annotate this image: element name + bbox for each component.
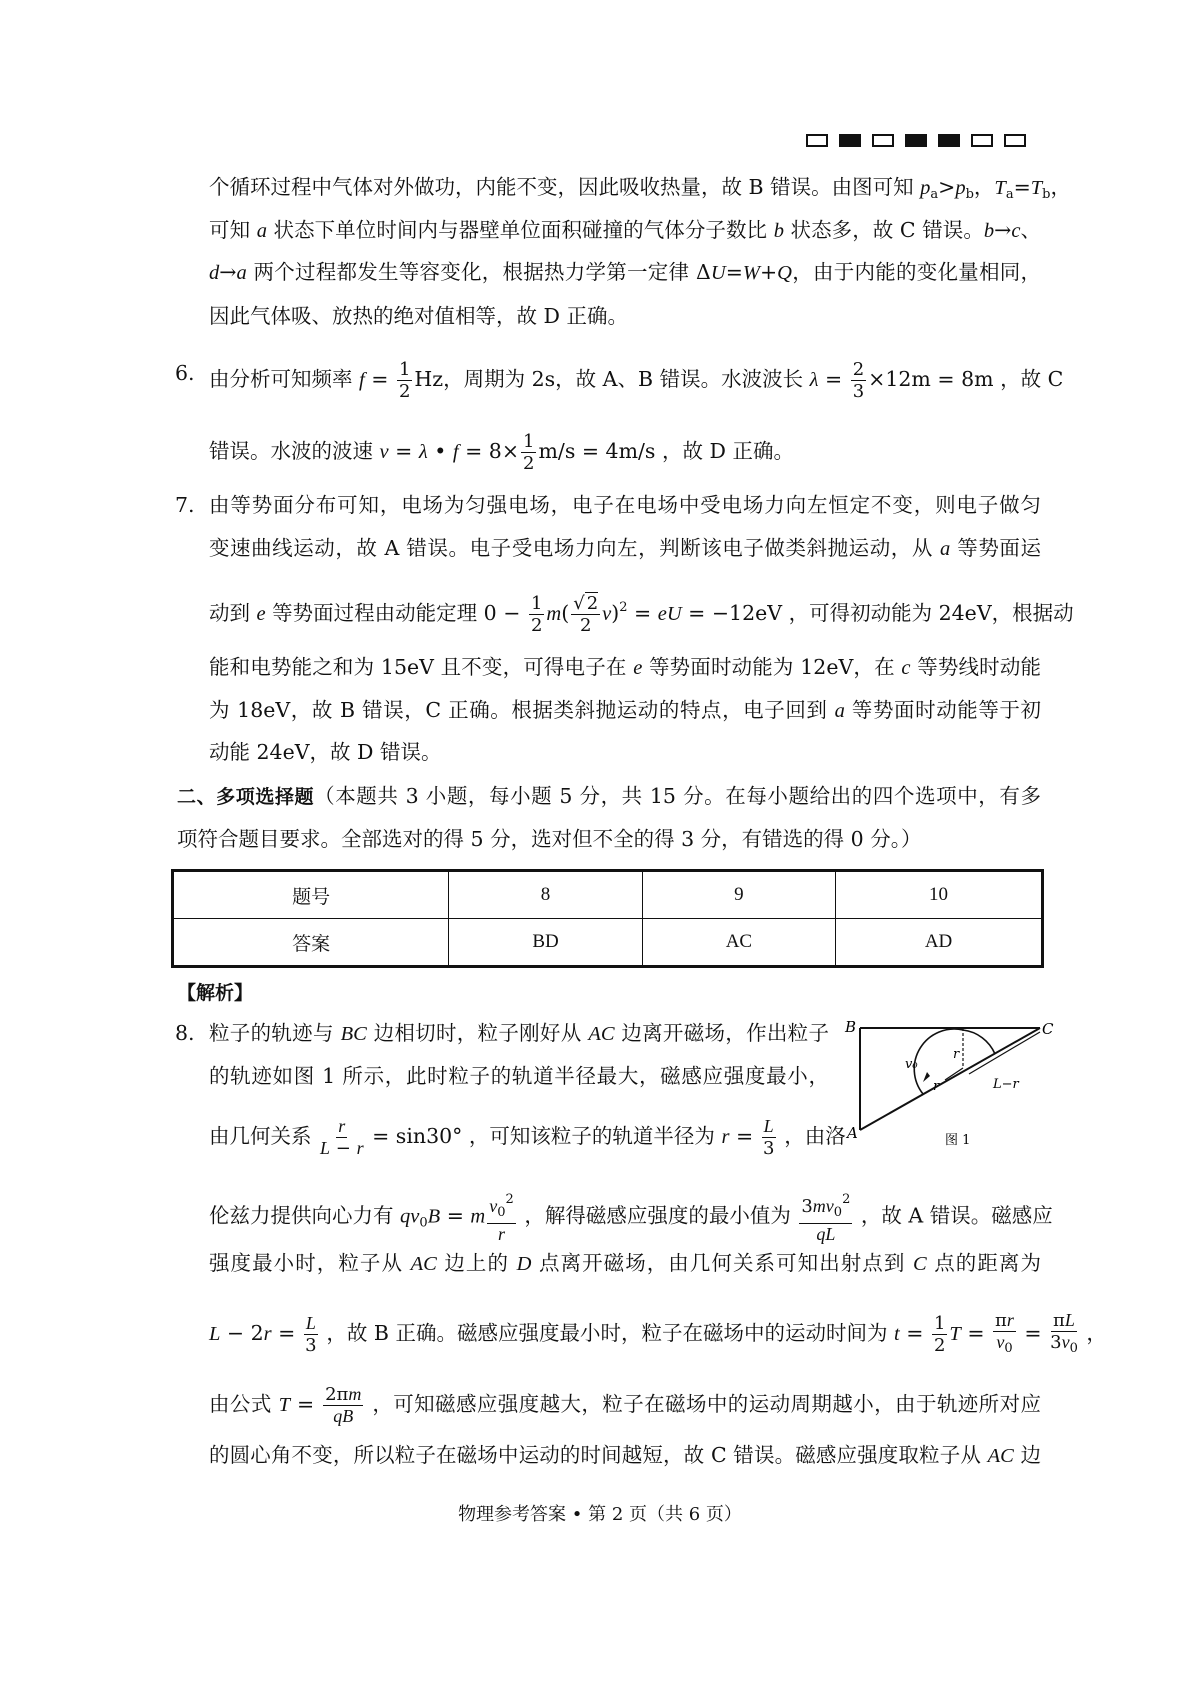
fraction [304, 1313, 318, 1356]
text-run: 2 [530, 615, 543, 636]
denominator [763, 1138, 774, 1159]
denominator [305, 1335, 316, 1356]
text-run: → [219, 260, 237, 284]
math-variable: c [1011, 220, 1021, 242]
table-cell: 9 [642, 871, 835, 919]
math-variable: mv [812, 1196, 834, 1216]
math-variable: e [633, 657, 643, 679]
text-run: 、 [1020, 218, 1042, 242]
text-run: 2π [325, 1384, 349, 1405]
marker-square-empty [806, 134, 828, 147]
label-a: A [847, 1124, 858, 1142]
text-run: 由分析可知频率 [209, 367, 360, 391]
text-run: → [994, 218, 1012, 242]
fraction [529, 593, 544, 636]
square-root: √ 2 [573, 593, 599, 614]
fraction [323, 1384, 363, 1427]
text-run: = [627, 601, 658, 625]
answer-table [171, 869, 1044, 968]
math-variable: D [516, 1253, 532, 1275]
figure-caption: 图 1 [945, 1133, 971, 1148]
denominator [1050, 1332, 1078, 1359]
text-run: 2 [579, 615, 592, 636]
table-cell: 10 [836, 871, 1043, 919]
numerator [932, 1313, 947, 1335]
text-run: = [899, 1321, 930, 1345]
table-row [173, 919, 1043, 967]
numerator [1051, 1310, 1077, 1332]
math-variable: AC [410, 1253, 437, 1275]
text-run: 1 [398, 359, 411, 380]
marker-square-filled [905, 134, 927, 147]
table-cell: 8 [449, 871, 642, 919]
math-variable: L [320, 1138, 331, 1158]
text-line [209, 653, 1041, 682]
math-variable: p [920, 177, 931, 199]
math-variable: BC [340, 1023, 367, 1045]
math-variable: r [356, 1138, 364, 1158]
math-variable: qv [400, 1205, 420, 1228]
text-run: = 8× [458, 439, 520, 463]
numerator [304, 1313, 318, 1335]
math-variable: c [901, 657, 911, 679]
fraction [571, 593, 600, 636]
math-variable: T [949, 1323, 961, 1345]
marker-square-empty [971, 134, 993, 147]
text-line [209, 491, 1041, 519]
text-run: 2 [933, 1335, 946, 1356]
text-line [209, 534, 1041, 563]
math-variable: L [763, 1116, 774, 1136]
text-run: − 2 [220, 1321, 264, 1345]
text-run: 1 [933, 1313, 946, 1334]
text-run: 1 [530, 593, 543, 614]
math-variable: v [489, 1196, 498, 1216]
text-run: 3 [801, 1196, 813, 1217]
text-run: 边离开磁场，作出粒子 [614, 1021, 829, 1045]
math-variable: AC [588, 1023, 615, 1045]
math-variable: m [546, 603, 562, 625]
math-variable: r [263, 1323, 272, 1345]
math-variable: T [278, 1394, 291, 1416]
text-run: 点的距离为 [926, 1251, 1041, 1275]
text-run: 点离开磁场，由几何关系可知出射点到 [531, 1251, 913, 1275]
subscript: 0 [833, 1205, 843, 1220]
numerator [521, 431, 536, 453]
math-variable: eU [657, 603, 682, 625]
superscript: 2 [505, 1192, 514, 1207]
text-run: 等势面过程由动能定理 0 − [265, 601, 527, 625]
math-variable: v [1061, 1332, 1070, 1352]
text-run: > [938, 175, 956, 199]
math-variable: r [498, 1224, 506, 1244]
text-line [209, 1249, 1041, 1278]
math-variable: a [236, 262, 247, 284]
math-variable: qL [816, 1224, 836, 1244]
text-run: ， [1079, 1321, 1107, 1345]
text-line [209, 1310, 1107, 1359]
text-run: m/s = 4m/s ，故 D 正确。 [538, 439, 794, 463]
math-variable: a [939, 538, 951, 560]
text-run: 状态下单位时间内与器壁单位面积碰撞的气体分子数比 [266, 218, 774, 242]
analysis-label: 【解析】 [177, 982, 254, 1004]
text-line [209, 359, 1064, 402]
table-cell: AD [836, 919, 1043, 967]
text-run: 状态多，故 C 错误。 [783, 218, 984, 242]
text-run: 边上的 [436, 1251, 517, 1275]
denominator [399, 381, 410, 402]
text-run: = −12eV ，可得初动能为 24eV，根据动 [681, 601, 1074, 625]
marker-square-filled [938, 134, 960, 147]
text-run: 强度最小时，粒子从 [209, 1251, 411, 1275]
math-variable: r [721, 1126, 730, 1148]
denominator [320, 1138, 364, 1159]
text-run: 伦兹力提供向心力有 [209, 1203, 401, 1228]
denominator [853, 381, 864, 402]
text-run: 3 [305, 1335, 317, 1356]
text-run: − [330, 1138, 357, 1159]
fraction [993, 1310, 1016, 1359]
text-run: π [995, 1310, 1007, 1331]
text-run: ，故 B 正确。磁感应强度最小时，粒子在磁场中的运动时间为 [319, 1321, 895, 1345]
section-header-line [177, 782, 1041, 811]
numerator [571, 593, 600, 615]
math-variable: b [983, 220, 995, 242]
math-variable: L [305, 1313, 316, 1333]
math-variable: W [742, 262, 760, 284]
math-variable: AC [987, 1445, 1014, 1467]
page-footer: 物理参考答案 • 第 2 页（共 6 页） [458, 1504, 742, 1525]
fraction [397, 359, 412, 402]
math-variable: T [1030, 177, 1043, 199]
text-line [209, 1189, 1053, 1245]
text-run: 3 [762, 1138, 775, 1159]
text-run: • [427, 439, 453, 463]
label-l-minus-r: L−r [993, 1077, 1019, 1092]
text-run: 1 [523, 431, 535, 452]
fraction [487, 1189, 516, 1245]
text-line [209, 738, 1041, 766]
text-run: 两个过程都发生等容变化，根据热力学第一定律 Δ [246, 260, 711, 284]
math-variable: f [452, 441, 459, 463]
text-run: 能和电势能之和为 15eV 且不变，可得电子在 [209, 655, 634, 679]
text-run: 等势面时动能等于初 [844, 698, 1041, 722]
text-line [209, 1116, 846, 1159]
table-cell: BD [449, 919, 642, 967]
denominator [498, 1224, 505, 1245]
math-variable: b [773, 220, 784, 242]
text-run: 3 [852, 381, 865, 402]
numerator [529, 593, 544, 615]
denominator [523, 453, 534, 474]
denominator [934, 1335, 945, 1356]
l-minus-r-marker [969, 1032, 1040, 1074]
fraction [762, 1116, 776, 1159]
table-row [173, 871, 1043, 919]
math-variable: B [427, 1205, 441, 1228]
text-run: ，故 A 错误。磁感应 [854, 1203, 1053, 1228]
math-variable: v [602, 603, 612, 625]
subscript: 0 [1004, 1341, 1013, 1356]
math-variable: f [359, 369, 365, 391]
text-run: 等势线时动能 [910, 655, 1041, 679]
math-variable: r [338, 1116, 346, 1136]
text-line [209, 1384, 1041, 1427]
text-run: 因此气体吸、放热的绝对值相等，故 D 正确。 [209, 304, 628, 328]
numerator [487, 1189, 516, 1224]
text-run: ×12m = 8m ，故 C [868, 367, 1064, 391]
text-run: 等势面时动能为 12eV，在 [642, 655, 902, 679]
math-variable: m [470, 1205, 486, 1228]
denominator [996, 1332, 1012, 1359]
numerator [323, 1384, 363, 1406]
math-variable: t [894, 1323, 900, 1345]
radicand: 2 [586, 593, 599, 614]
math-variable: m [348, 1384, 362, 1404]
subscript: a [930, 187, 939, 202]
label-v0: v₀ [905, 1057, 918, 1072]
math-variable: v [996, 1332, 1005, 1352]
text-run: = [960, 1321, 992, 1345]
item-number: 7. [175, 493, 195, 517]
text-run: 粒子的轨迹与 [209, 1021, 341, 1045]
fraction [932, 1313, 947, 1356]
text-run: 动能 24eV，故 D 错误。 [209, 740, 442, 764]
text-run: 2 [523, 453, 535, 474]
text-run: ) [611, 601, 620, 625]
figure-1-triangle-diagram [845, 1018, 1054, 1158]
text-run: = [725, 260, 743, 284]
item-number: 6. [175, 361, 195, 385]
text-line [209, 258, 1041, 287]
numerator [762, 1116, 776, 1138]
text-run: 动到 [209, 601, 257, 625]
text-run: ，由洛 [777, 1124, 846, 1148]
label-c: C [1042, 1020, 1054, 1038]
text-run: 错误。水波的波速 [209, 439, 380, 463]
item-number: 8. [175, 1021, 195, 1045]
numerator [336, 1116, 347, 1138]
text-run: 2 [398, 381, 411, 402]
math-variable: v [379, 441, 389, 463]
text-line [209, 216, 1041, 245]
math-variable: e [256, 603, 266, 625]
velocity-arrow-icon [923, 1072, 930, 1082]
text-run: = [1013, 175, 1031, 199]
subscript: b [965, 187, 974, 202]
subscript: 0 [1069, 1341, 1078, 1356]
numerator [993, 1310, 1016, 1332]
table-cell: 答案 [173, 919, 449, 967]
subscript: 0 [419, 1215, 428, 1231]
text-run: 2 [852, 359, 865, 380]
denominator [580, 615, 591, 636]
fraction [320, 1116, 364, 1159]
math-variable: r [1006, 1310, 1014, 1330]
text-run: 变速曲线运动，故 A 错误。电子受电场力向左，判断该电子做类斜抛运动，从 [209, 536, 940, 560]
numerator [851, 359, 866, 381]
superscript: 2 [842, 1192, 851, 1207]
marker-square-empty [1004, 134, 1026, 147]
text-run: 边 [1013, 1443, 1041, 1467]
math-variable: U [710, 262, 726, 284]
text-run: 等势面运 [950, 536, 1041, 560]
text-run: 个循环过程中气体对外做功，内能不变，因此吸收热量，故 B 错误。由图可知 [209, 175, 921, 199]
table-cell: AC [642, 919, 835, 967]
text-run: 由几何关系 [209, 1124, 319, 1148]
text-run: 的圆心角不变，所以粒子在磁场中运动的时间越短，故 C 错误。磁感应强度取粒子从 [209, 1443, 988, 1467]
text-line [209, 431, 1041, 474]
text-line [209, 696, 1041, 725]
text-run: 由公式 [209, 1392, 279, 1416]
text-run: ，可知磁感应强度越大，粒子在磁场中的运动周期越小，由于轨迹所对应 [365, 1392, 1041, 1416]
math-variable: qB [333, 1406, 354, 1426]
text-run: ，解得磁感应强度的最小值为 [517, 1203, 798, 1228]
text-line [209, 1062, 829, 1090]
math-variable: C [912, 1253, 927, 1275]
text-run: = [440, 1203, 471, 1228]
section-title: 二、多项选择题 [177, 786, 315, 808]
text-run: = sin30° ，可知该粒子的轨道半径为 [365, 1124, 722, 1148]
text-line [209, 1019, 829, 1048]
text-run: = [290, 1392, 322, 1416]
label-r: r [933, 1079, 940, 1094]
text-run: ， [973, 175, 995, 199]
subscript: b [1042, 187, 1051, 202]
fraction [799, 1189, 852, 1245]
denominator [816, 1224, 835, 1245]
text-run: 可知 [209, 218, 257, 242]
text-run: ( [561, 601, 570, 625]
math-variable: L [1064, 1310, 1075, 1330]
text-run: = [271, 1321, 302, 1345]
text-run: = [388, 439, 419, 463]
text-run: 的轨迹如图 1 所示，此时粒子的轨道半径最大，磁感应强度最小， [209, 1064, 829, 1088]
text-run: 3 [1050, 1332, 1062, 1353]
denominator [531, 615, 542, 636]
math-variable: L [209, 1323, 221, 1345]
fraction [851, 359, 866, 402]
subscript: 0 [497, 1205, 506, 1220]
subscript: a [1005, 187, 1014, 202]
text-run: = [364, 367, 395, 391]
section-description-cont: 项符合题目要求。全部选对的得 5 分，选对但不全的得 3 分，有错选的得 0 分。） [177, 827, 922, 851]
math-variable: λ [418, 441, 428, 463]
math-variable: a [834, 700, 845, 722]
math-variable: T [994, 177, 1006, 199]
superscript: 2 [619, 600, 628, 615]
text-run: = [729, 1124, 760, 1148]
text-run: 边相切时，粒子刚好从 [366, 1021, 589, 1045]
math-variable: a [256, 220, 267, 242]
label-b: B [845, 1018, 857, 1036]
text-run: ， [1050, 175, 1071, 199]
text-run: = [818, 367, 849, 391]
numerator [799, 1189, 852, 1224]
section-description: （本题共 3 小题，每小题 5 分，共 15 分。在每小题给出的四个选项中，有多 [314, 784, 1041, 808]
label-r: r [953, 1047, 960, 1062]
text-line [209, 173, 1071, 209]
math-variable: d [209, 262, 220, 284]
math-variable: λ [809, 369, 819, 391]
math-variable: p [955, 177, 966, 199]
fraction [521, 431, 536, 474]
table-cell: 题号 [173, 871, 449, 919]
marker-square-empty [872, 134, 894, 147]
text-run: + [759, 260, 778, 284]
text-run: 由等势面分布可知，电场为匀强电场，电子在电场中受电场力向左恒定不变，则电子做匀 [209, 493, 1041, 517]
text-line [209, 302, 1041, 330]
text-line [209, 1441, 1041, 1470]
text-run: ，由于内能的变化量相同， [791, 260, 1042, 284]
text-run: π [1053, 1310, 1065, 1331]
numerator [397, 359, 412, 381]
denominator [333, 1406, 353, 1427]
text-run: Hz，周期为 2s，故 A、B 错误。水波波长 [414, 367, 810, 391]
text-line [209, 593, 1074, 636]
marker-square-filled [839, 134, 861, 147]
fraction [1050, 1310, 1078, 1359]
text-run: = [1017, 1321, 1049, 1345]
text-run: 为 18eV，故 B 错误，C 正确。根据类斜抛运动的特点，电子回到 [209, 698, 835, 722]
page-marker-squares [806, 134, 1026, 147]
math-variable: Q [777, 262, 792, 284]
